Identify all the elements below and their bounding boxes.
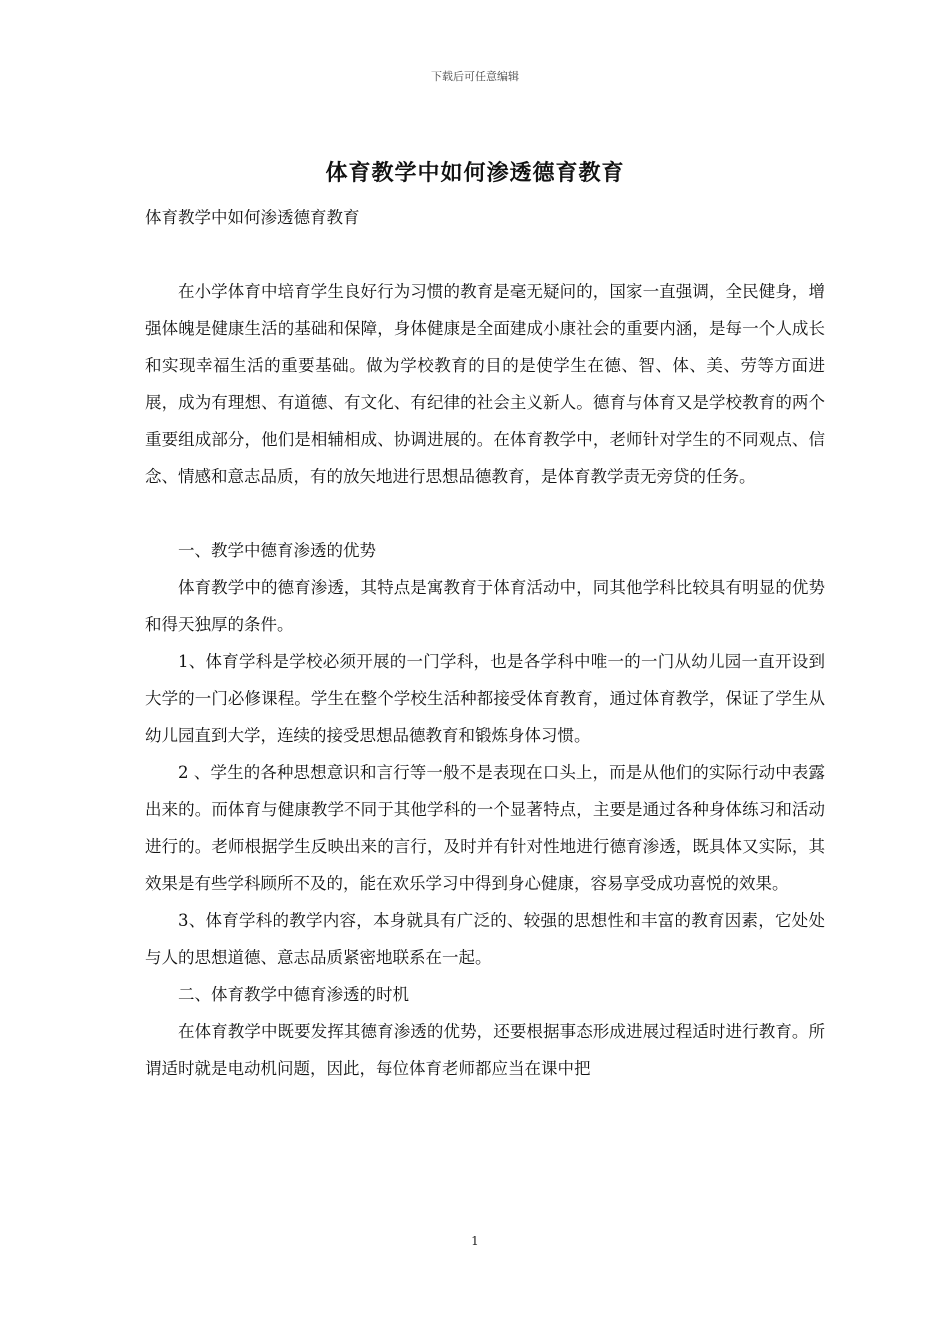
- page-header: 下载后可任意编辑: [431, 70, 519, 83]
- paragraph-3: 2 、学生的各种思想意识和言行等一般不是表现在口头上，而是从他们的实际行动中表露出来的。而体育与健康教学不同于其他学科的一个显著特点，主要是通过各种身体练习和活动进行的。老师根据学生反映出来的言行，及时并有针对性地进行德育渗透，既具体又实际，其效果是有些学科顾所不及的，能在欢乐学习中得到身心健康，容易享受成功喜悦的效果。: [145, 763, 825, 893]
- paragraph-2: 1、体育学科是学校必须开展的一门学科，也是各学科中唯一的一门从幼儿园一直开设到大学的一门必修课程。学生在整个学校生活种都接受体育教育，通过体育教学，保证了学生从幼儿园直到大学，连续的接受思想品德教育和锻炼身体习惯。: [145, 652, 825, 745]
- document-title: 体育教学中如何渗透德育教育: [325, 160, 625, 186]
- document-body: [145, 199, 825, 1087]
- section-heading-2: 二、体育教学中德育渗透的时机: [178, 985, 409, 1004]
- subtitle-line: 体育教学中如何渗透德育教育: [145, 208, 360, 227]
- paragraph-5: 在体育教学中既要发挥其德育渗透的优势，还要根据事态形成进展过程适时进行教育。所谓适时就是电动机问题，因此，每位体育老师都应当在课中把: [145, 1022, 825, 1078]
- paragraph-4: 3、体育学科的教学内容，本身就具有广泛的、较强的思想性和丰富的教育因素，它处处与人的思想道德、意志品质紧密地联系在一起。: [145, 911, 825, 967]
- section-heading-1: 一、教学中德育渗透的优势: [178, 541, 376, 560]
- spacer: [145, 495, 825, 532]
- page-number: 1: [471, 1234, 479, 1248]
- intro-paragraph: 在小学体育中培育学生良好行为习惯的教育是毫无疑问的，国家一直强调，全民健身，增强体魄是健康生活的基础和保障，身体健康是全面建成小康社会的重要内涵，是每一个人成长和实现幸福生活的重要基础。做为学校教育的目的是使学生在德、智、体、美、劳等方面进展，成为有理想、有道德、有文化、有纪律的社会主义新人。德育与体育又是学校教育的两个重要组成部分，他们是相辅相成、协调进展的。在体育教学中，老师针对学生的不同观点、信念、情感和意志品质，有的放矢地进行思想品德教育，是体育教学责无旁贷的任务。: [145, 282, 825, 486]
- paragraph-1: 体育教学中的德育渗透，其特点是寓教育于体育活动中，同其他学科比较具有明显的优势和得天独厚的条件。: [145, 578, 825, 634]
- spacer: [145, 236, 825, 273]
